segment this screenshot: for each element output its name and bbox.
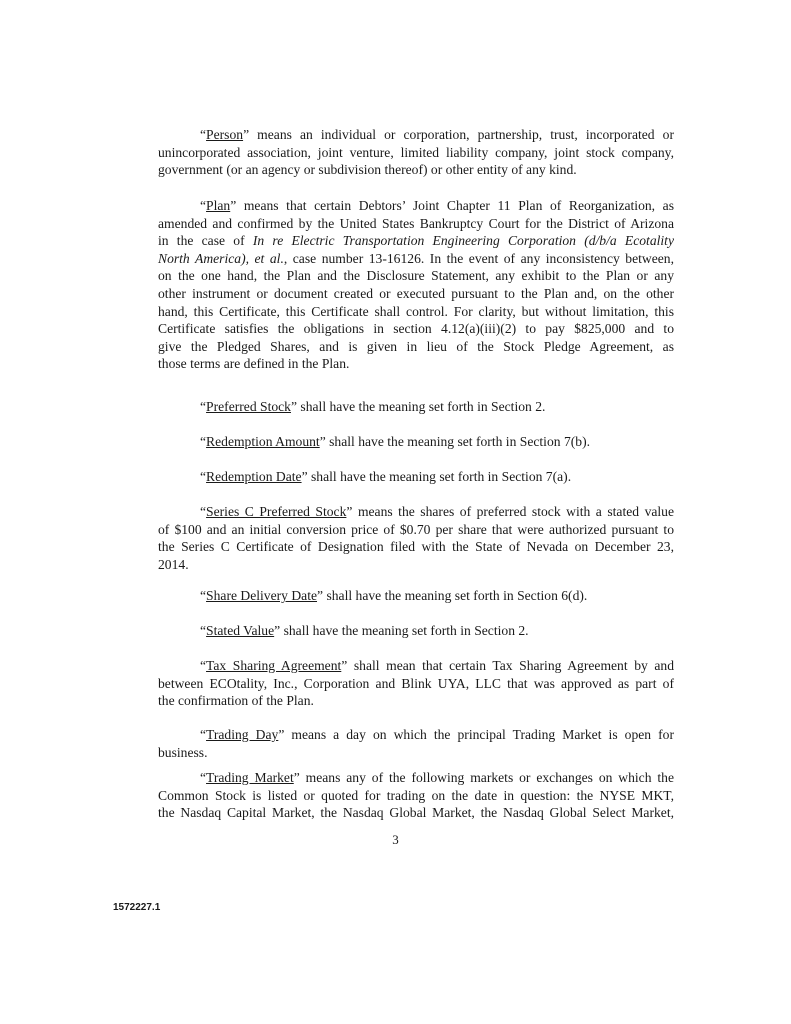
definition-trading-day: “Trading Day” means a day on which the principal Trading Market is open for business. (158, 727, 674, 760)
defined-term: Redemption Date (206, 469, 302, 484)
page-number: 3 (392, 832, 399, 847)
definition-trading-market: “Trading Market” means any of the following markets or exchanges on which the Common Stock is listed or quoted for trading on the date in question: the NYSE MKT, the Nasdaq Capital Market, the Nasdaq Global Market, the Nasdaq Global Select Market, (158, 770, 675, 821)
defined-term: Person (206, 127, 244, 142)
definition-series-c-preferred-stock: “Series C Preferred Stock” means the shares of preferred stock with a stated value of $100 and an initial conversion price of $0.70 per share that were authorized pursuant to the Series C Certificate of Designation filed with the State of Nevada on December 23, 2014. (158, 504, 675, 572)
definition-stated-value: “Stated Value” shall have the meaning set forth in Section 2. (200, 623, 529, 638)
definition-redemption-date: “Redemption Date” shall have the meaning set forth in Section 7(a). (200, 469, 572, 484)
defined-term: Series C Preferred Stock (206, 504, 347, 519)
defined-term: Trading Market (206, 770, 294, 785)
definition-person: “Person” means an individual or corporation, partnership, trust, incorporated or unincorporated association, joint venture, limited liability company, joint stock company, government (or an agency or subdivision thereof) or other entity of any kind. (158, 127, 674, 178)
defined-term: Redemption Amount (206, 434, 320, 449)
definition-share-delivery-date: “Share Delivery Date” shall have the meaning set forth in Section 6(d). (200, 588, 588, 603)
defined-term: Preferred Stock (206, 399, 291, 414)
defined-term: Share Delivery Date (206, 588, 318, 603)
definition-tax-sharing-agreement: “Tax Sharing Agreement” shall mean that certain Tax Sharing Agreement by and between ECOtality, Inc., Corporation and Blink UYA, LLC that was approved as part of the confirmation of the Plan. (158, 658, 674, 709)
definition-plan: “Plan” means that certain Debtors’ Joint Chapter 11 Plan of Reorganization, as amended and confirmed by the United States Bankruptcy Court for the District of Arizona in the case of In re Electric Transportation Engineering Corporation (d/b/a Ecotality North America), et al., case number 13-16126. In the event of any inconsistency between, on the one hand, the Plan and the Disclosure Statement, any exhibit to the Plan or any other instrument or document created or executed pursuant to the Plan and, on the other hand, this Certificate, this Certificate shall control. For clarity, but without limitation, this Certificate satisfies the obligations in section 4.12(a)(iii)(2) to pay $825,000 and to give the Pledged Shares, and is given in lieu of the Stock Pledge Agreement, as those terms are defined in the Plan. (158, 198, 674, 372)
defined-term: Trading Day (206, 727, 279, 742)
defined-term: Plan (206, 198, 231, 213)
defined-term: Tax Sharing Agreement (206, 658, 342, 673)
document-id: 1572227.1 (113, 902, 161, 913)
defined-term: Stated Value (206, 623, 275, 638)
definition-preferred-stock: “Preferred Stock” shall have the meaning set forth in Section 2. (200, 399, 546, 414)
definition-redemption-amount: “Redemption Amount” shall have the meaning set forth in Section 7(b). (200, 434, 590, 449)
